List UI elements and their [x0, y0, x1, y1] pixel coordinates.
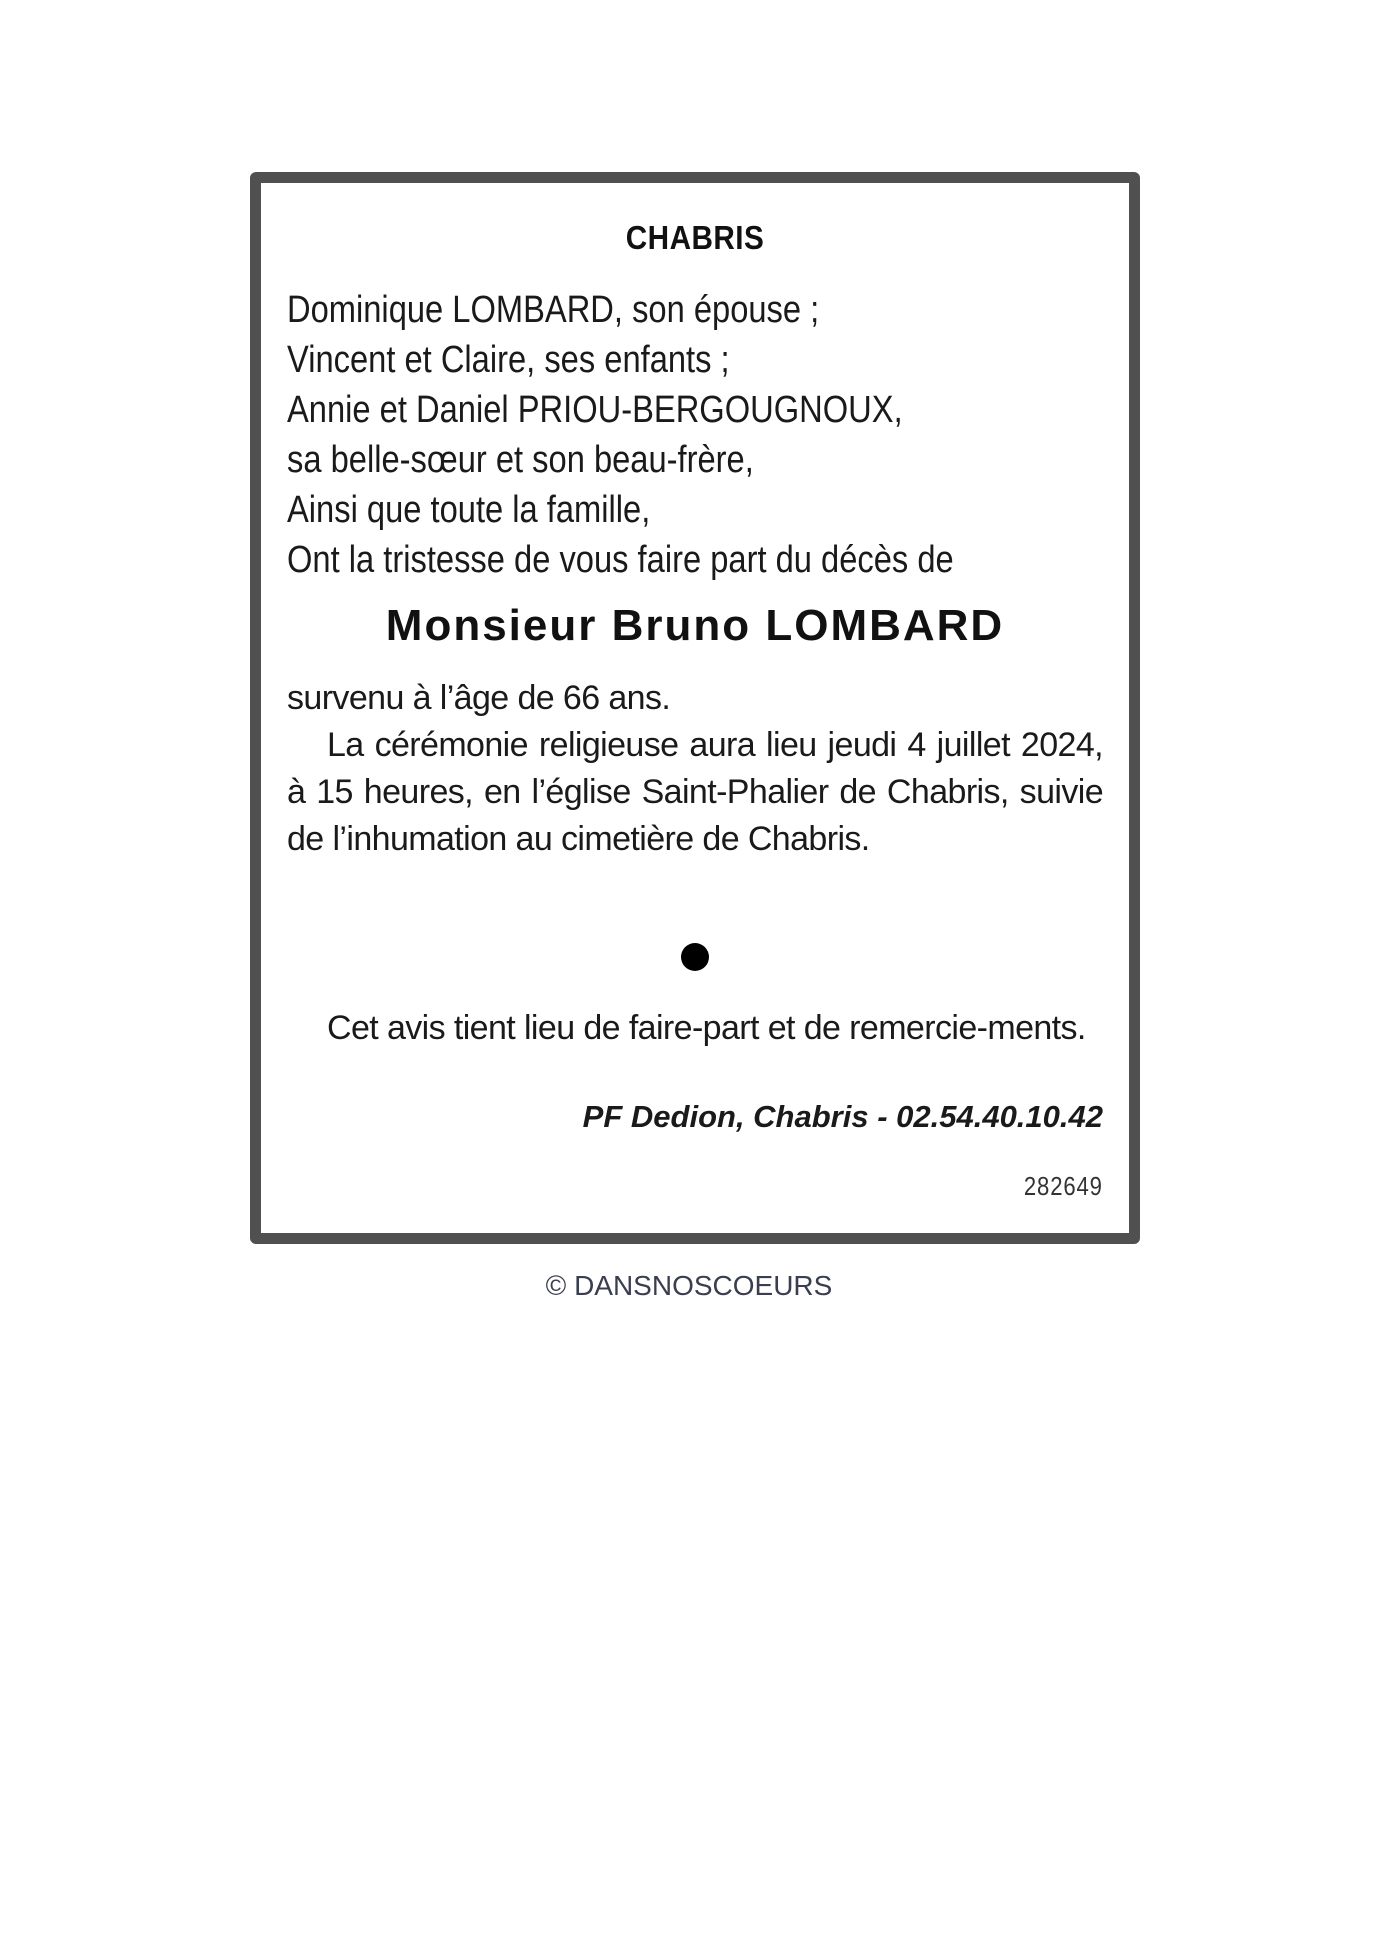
family-list	[287, 285, 1103, 585]
family-line: sa belle-sœur et son beau-frère,	[287, 439, 754, 481]
closing-section	[287, 1005, 1103, 1052]
copyright-credit: © DANSNOSCOEURS	[545, 1270, 833, 1301]
reference-number: 282649	[1024, 1171, 1103, 1201]
family-line: Annie et Daniel PRIOU-BERGOUGNOUX,	[287, 389, 903, 431]
closing-paragraph: Cet avis tient lieu de faire-part et de remercie-ments.	[327, 1009, 1086, 1047]
obituary-notice	[250, 172, 1140, 1244]
notice-heading: CHABRIS	[625, 219, 765, 256]
ceremony-paragraph: La cérémonie religieuse aura lieu jeudi 4 juillet 2024, à 15 heures, en l’église Saint-Phalier de Chabris, suivie de l’inhumation au cimetière de Chabris.	[287, 726, 1103, 858]
family-line: Vincent et Claire, ses enfants ;	[287, 339, 730, 381]
family-line: Ainsi que toute la famille,	[287, 489, 651, 531]
age-line: survenu à l’âge de 66 ans.	[287, 679, 671, 717]
deceased-name: Monsieur Bruno LOMBARD	[385, 601, 1005, 650]
family-line: Ont la tristesse de vous faire part du décès de	[287, 539, 954, 581]
funeral-home-contact: PF Dedion, Chabris - 02.54.40.10.42	[582, 1099, 1103, 1134]
family-line: Dominique LOMBARD, son épouse ;	[287, 289, 820, 331]
announcement-body	[287, 675, 1103, 863]
separator-dot	[681, 943, 709, 971]
